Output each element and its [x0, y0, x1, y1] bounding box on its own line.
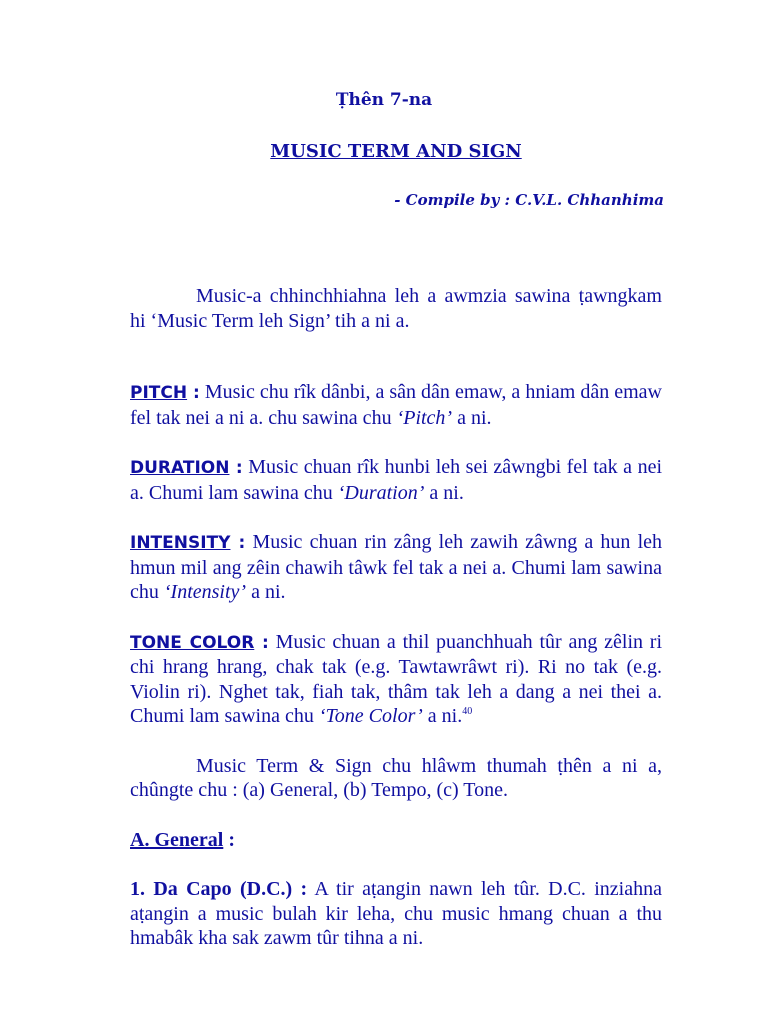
tone-color-paragraph: [130, 630, 662, 729]
item-1-label: 1. Da Capo (D.C.) :: [130, 878, 308, 900]
section-a-colon: :: [223, 828, 235, 851]
pitch-quote: ‘Pitch’: [396, 406, 453, 429]
section-a-title: A. General: [130, 828, 224, 851]
tone-color-text-end: a ni.: [422, 705, 463, 727]
intensity-paragraph: [130, 530, 662, 605]
duration-term: DURATION: [130, 458, 230, 478]
pitch-paragraph: [130, 380, 662, 430]
duration-text-end: a ni.: [424, 481, 464, 504]
tone-color-colon: :: [254, 632, 269, 653]
duration-quote: ‘Duration’: [337, 481, 425, 504]
document-title: MUSIC TERM AND SIGN: [270, 141, 522, 162]
intensity-colon: :: [230, 533, 246, 553]
compiler-credit: - Compile by : C.V.L. Chhanhima: [394, 191, 664, 209]
tone-color-term: TONE COLOR: [130, 632, 255, 653]
document-body: [130, 284, 662, 951]
intensity-text-end: a ni.: [246, 581, 286, 603]
chapter-number: Ṭhên 7-na: [335, 90, 433, 110]
summary-paragraph: Music Term & Sign chu hlâwm thumah ṭhên a ni a, chûngte chu : (a) General, (b) Tempo, (c) Tone.: [130, 754, 662, 801]
intensity-quote: ‘Intensity’: [163, 581, 247, 603]
tone-color-quote: ‘Tone Color’: [318, 705, 423, 727]
item-1-text: A tir aṭangin nawn leh tûr. D.C. inziahna aṭangin a music bulah kir leha, chu music hmang chuan a thu hmabâk kha sak zawm tûr tihna a ni.: [130, 878, 662, 949]
footnote-marker: 40: [462, 706, 473, 717]
duration-paragraph: [130, 455, 662, 505]
item-1-paragraph: [130, 877, 662, 951]
intensity-term: INTENSITY: [130, 533, 231, 553]
pitch-term: PITCH: [130, 383, 188, 403]
pitch-text: Music chu rîk dânbi, a sân dân emaw, a hniam dân emaw fel tak nei a ni a. chu sawina chu: [130, 381, 662, 429]
pitch-colon: :: [187, 383, 200, 403]
section-a-heading: [130, 828, 662, 853]
intensity-text: Music chuan rin zâng leh zawih zâwng a hun leh hmun mil ang zêin chawih tâwk fel tak a nei a. Chumi lam sawina chu: [130, 531, 662, 603]
intro-paragraph: Music-a chhinchhiahna leh a awmzia sawina ṭawngkam hi ‘Music Term leh Sign’ tih a ni a.: [130, 285, 662, 332]
tone-color-text: Music chuan a thil puanchhuah tûr ang zêlin ri chi hrang hrang, chak tak (e.g. Tawtawrâwt ri). Ri no tak (e.g. Violin ri). Nghet tak, fiah tak, thâm tak leh a dang a nei thei a. Chumi lam sawina chu: [130, 630, 663, 727]
duration-colon: :: [229, 458, 243, 478]
pitch-text-end: a ni.: [452, 406, 492, 429]
duration-text: Music chuan rîk hunbi leh sei zâwngbi fel tak a nei a. Chumi lam sawina chu: [130, 456, 662, 504]
